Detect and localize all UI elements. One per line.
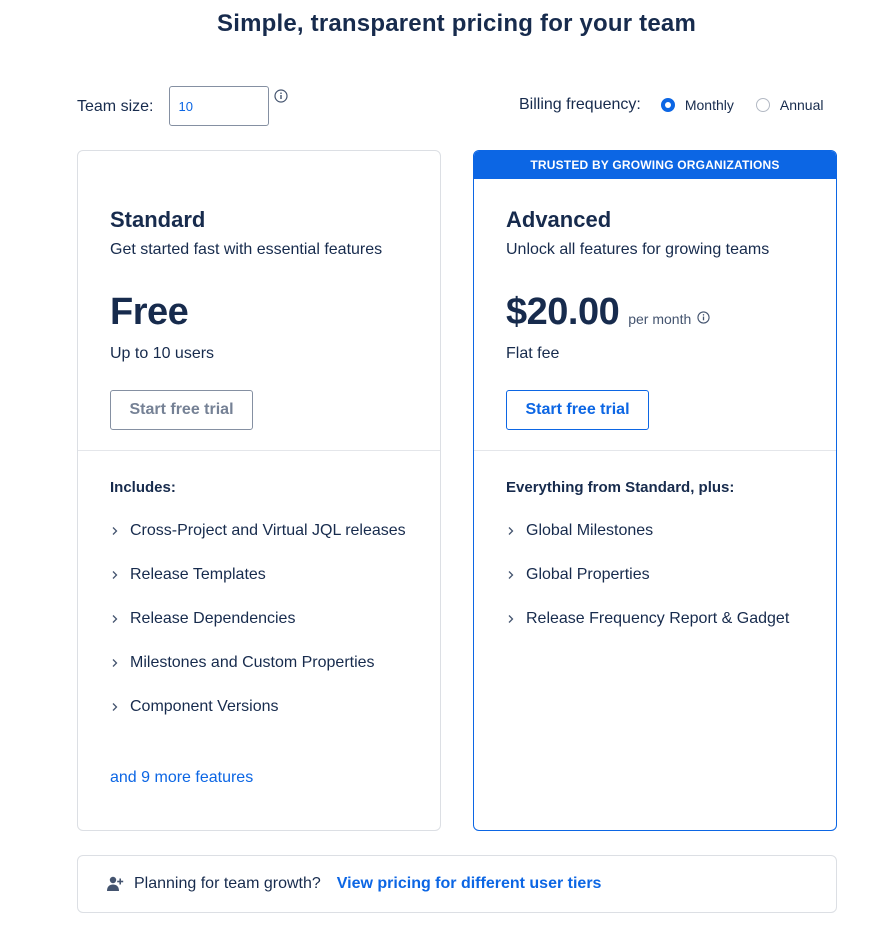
radio-monthly[interactable] [661,98,675,112]
feature-label: Cross-Project and Virtual JQL releases [130,522,406,539]
price-note: Flat fee [506,345,560,362]
person-add-icon [106,875,124,893]
feature-list [110,519,410,739]
team-size-input[interactable] [169,86,269,126]
start-free-trial-button[interactable]: Start free trial [110,390,253,430]
billing-option-annual[interactable] [756,97,824,113]
chevron-right-icon [110,651,124,675]
price-row [506,291,710,334]
divider [78,450,440,451]
growth-question: Planning for team growth? [134,875,321,892]
feature-item [110,519,410,543]
info-icon[interactable] [697,311,710,327]
price-period-label: per month [628,311,692,327]
billing-option-label: Monthly [684,97,734,113]
more-features-link[interactable]: and 9 more features [110,769,254,786]
plan-price: $20.00 [506,291,620,333]
feature-item [110,695,410,719]
feature-label: Release Dependencies [130,610,296,627]
team-growth-banner [77,855,837,913]
feature-label: Global Milestones [526,522,654,539]
price-period [628,311,710,327]
chevron-right-icon [110,519,124,543]
feature-label: Milestones and Custom Properties [130,654,375,671]
chevron-right-icon [110,563,124,587]
chevron-right-icon [506,519,520,543]
plan-card-advanced [473,150,837,831]
page-title: Simple, transparent pricing for your team [217,10,696,37]
feature-label: Component Versions [130,698,279,715]
team-size-label: Team size: [77,98,154,115]
radio-annual[interactable] [756,98,770,112]
plan-price: Free [110,291,189,333]
feature-item [506,607,806,631]
feature-label: Global Properties [526,566,650,583]
team-size-control [77,86,288,126]
features-heading: Everything from Standard, plus: [506,479,735,496]
feature-item [110,607,410,631]
feature-item [506,563,806,587]
recommended-banner: TRUSTED BY GROWING ORGANIZATIONS [474,151,836,179]
chevron-right-icon [110,695,124,719]
plan-name: Advanced [506,207,612,232]
feature-item [110,651,410,675]
features-heading: Includes: [110,479,176,496]
price-note: Up to 10 users [110,345,215,362]
feature-item [506,519,806,543]
chevron-right-icon [110,607,124,631]
start-free-trial-button[interactable]: Start free trial [506,390,649,430]
plan-name: Standard [110,207,206,232]
info-icon[interactable] [274,89,288,108]
billing-option-monthly[interactable] [661,97,734,113]
view-user-tier-pricing-link[interactable]: View pricing for different user tiers [336,875,602,892]
plan-card-standard [77,150,441,831]
feature-label: Release Frequency Report & Gadget [526,610,790,627]
chevron-right-icon [506,607,520,631]
feature-label: Release Templates [130,566,266,583]
feature-item [110,563,410,587]
billing-option-label: Annual [779,97,824,113]
chevron-right-icon [506,563,520,587]
divider [474,450,836,451]
plan-description: Unlock all features for growing teams [506,241,770,258]
plan-description: Get started fast with essential features [110,241,383,258]
price-row [110,291,188,334]
billing-frequency-label: Billing frequency: [519,96,641,113]
billing-frequency-control [519,96,823,114]
feature-list [506,519,806,651]
